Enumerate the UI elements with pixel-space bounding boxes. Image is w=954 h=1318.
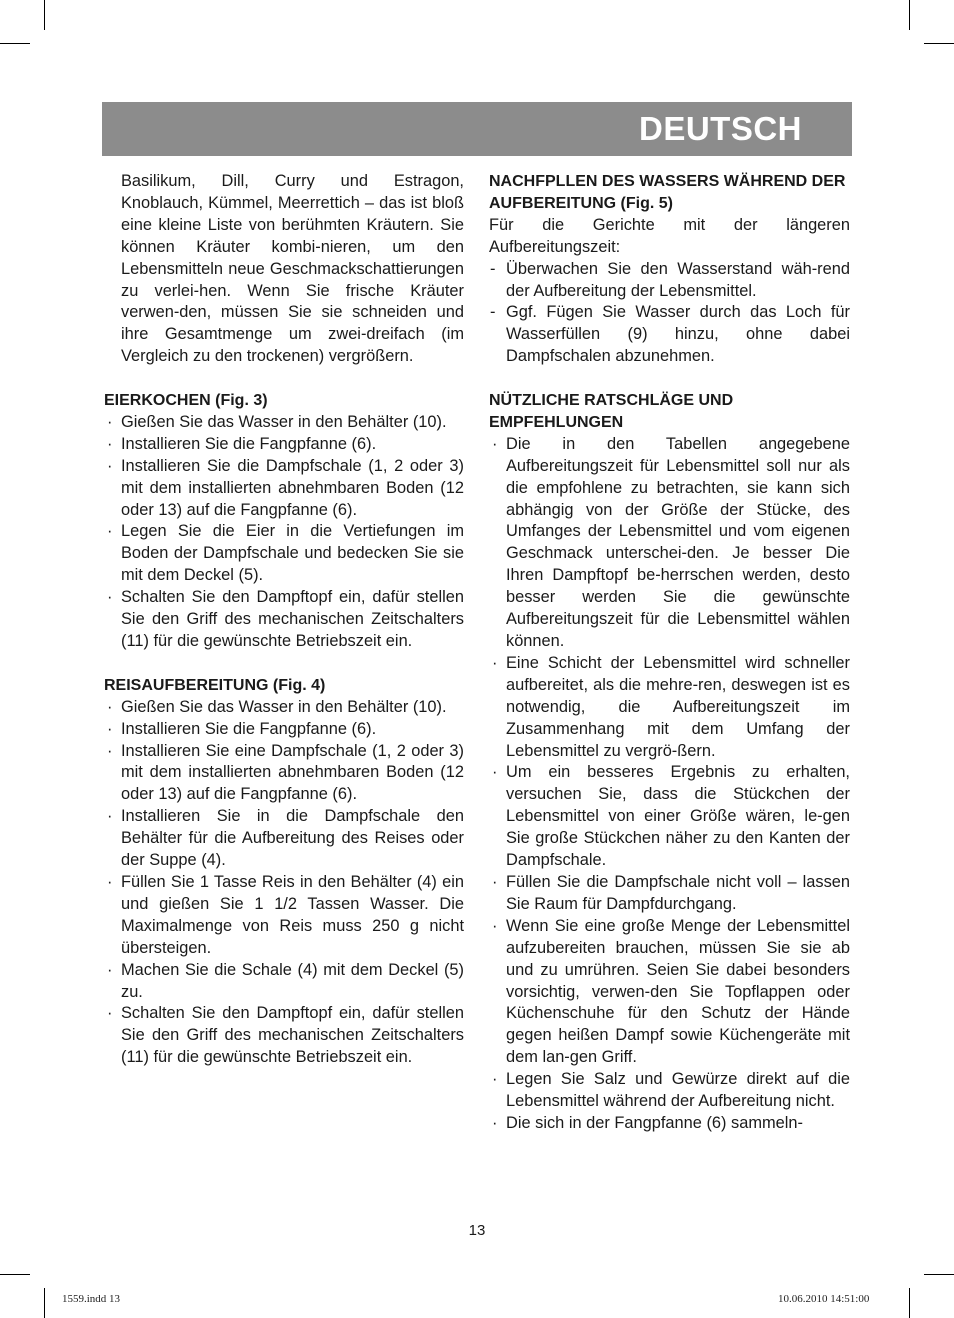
left-column bbox=[104, 171, 464, 1069]
right-column bbox=[489, 171, 850, 1135]
crop-mark bbox=[44, 0, 45, 30]
list-item: · Machen Sie die Schale (4) mit dem Deckel (5) zu. bbox=[107, 960, 464, 1001]
section-heading-refill: NACHFPLLEN DES WASSERS WÄHREND DER AUFBEREITUNG (Fig. 5) bbox=[489, 173, 846, 212]
tips-list bbox=[489, 434, 850, 1135]
refill-list bbox=[489, 259, 850, 369]
list-item: · Füllen Sie die Dampfschale nicht voll – lassen Sie Raum für Dampfdurchgang. bbox=[492, 872, 850, 913]
herbs-paragraph: Basilikum, Dill, Curry und Estragon, Knoblauch, Kümmel, Meerrettich – das ist bloß eine kleine Liste von berühmten Kräutern. Sie können Kräuter kombi-nieren, um den Lebensmitteln neue Geschmackschattierungen zu verlei-hen. Wenn Sie frische Kräuter verwen-den, müssen Sie sie schneiden und ihre Gesamtmenge um zwei-dreifach (im Vergleich zu den trockenen) vergrößern. bbox=[121, 172, 464, 366]
list-item: · Wenn Sie eine große Menge der Lebensmittel aufzubereiten brauchen, müssen Sie sie ab und zu umrühren. Seien Sie dabei besonders vorsichtig, verwen-den Sie Topflappen oder Küchenschuhe für den Schutz der Hände gegen heißen Dampf sowie Küchengeräte mit dem lan-gen Griff. bbox=[492, 916, 850, 1067]
list-item: · Installieren Sie die Fangpfanne (6). bbox=[107, 434, 377, 453]
list-item: · Installieren Sie eine Dampfschale (1, 2 oder 3) mit dem installierten abnehmbaren Boden (12 oder 13) auf die Fangpfanne (6). bbox=[107, 741, 464, 804]
crop-mark bbox=[909, 0, 910, 30]
page-number: 13 bbox=[468, 1222, 486, 1239]
page-title: DEUTSCH bbox=[638, 110, 802, 147]
list-item: · Legen Sie Salz und Gewürze direkt auf die Lebensmittel während der Aufbereitung nicht. bbox=[492, 1070, 850, 1111]
crop-mark bbox=[924, 43, 954, 44]
crop-mark bbox=[44, 1288, 45, 1318]
list-item: · Installieren Sie die Dampfschale (1, 2 oder 3) mit dem installierten abnehmbaren Boden (12 oder 13) auf die Fangpfanne (6). bbox=[107, 456, 464, 519]
list-item: - Überwachen Sie den Wasserstand wäh-rend der Aufbereitung der Lebensmittel. bbox=[490, 259, 850, 300]
rice-list bbox=[104, 697, 464, 1069]
language-banner bbox=[102, 102, 852, 156]
eggs-list bbox=[104, 412, 464, 653]
list-item: · Füllen Sie 1 Tasse Reis in den Behälter (4) ein und gießen Sie 1 1/2 Tassen Wasser. Die Maximalmenge von Reis muss 250 g nicht übersteigen. bbox=[107, 872, 464, 957]
crop-mark bbox=[924, 1274, 954, 1275]
list-item: · Gießen Sie das Wasser in den Behälter (10). bbox=[107, 412, 447, 431]
refill-intro: Für die Gerichte mit der längeren Aufbereitungszeit: bbox=[489, 215, 850, 256]
list-item: - Ggf. Fügen Sie Wasser durch das Loch für Wasserfüllen (9) hinzu, ohne dabei Dampfschalen abzunehmen. bbox=[490, 303, 850, 366]
crop-mark bbox=[0, 43, 30, 44]
section-heading-tips: NÜTZLICHE RATSCHLÄGE UND EMPFEHLUNGEN bbox=[489, 392, 734, 431]
crop-mark bbox=[0, 1274, 30, 1275]
list-item: · Schalten Sie den Dampftopf ein, dafür stellen Sie den Griff des mechanischen Zeitschalters (11) für die gewünschte Betriebszeit ein. bbox=[107, 1004, 464, 1067]
section-heading-rice: REISAUFBEREITUNG (Fig. 4) bbox=[104, 676, 326, 694]
list-item: · Gießen Sie das Wasser in den Behälter (10). bbox=[107, 697, 447, 716]
section-heading-eggs: EIERKOCHEN (Fig. 3) bbox=[104, 392, 268, 410]
print-slug-file: 1559.indd 13 bbox=[62, 1293, 121, 1305]
list-item: · Um ein besseres Ergebnis zu erhalten, versuchen Sie, dass die Stückchen der Lebensmittel von einer Größe wären, le-gen Sie große Stückchen näher zu den Kanten der Dampfschale. bbox=[492, 763, 850, 870]
list-item: · Installieren Sie die Fangpfanne (6). bbox=[107, 719, 377, 738]
print-slug-date: 10.06.2010 14:51:00 bbox=[778, 1293, 870, 1305]
crop-mark bbox=[909, 1288, 910, 1318]
list-item: · Die sich in der Fangpfanne (6) sammeln- bbox=[492, 1113, 803, 1132]
list-item: · Legen Sie die Eier in die Vertiefungen im Boden der Dampfschale und bedecken Sie sie mit dem Deckel (5). bbox=[107, 522, 464, 585]
list-item: · Installieren Sie in die Dampfschale den Behälter für die Aufbereitung des Reises oder der Suppe (4). bbox=[107, 807, 464, 870]
list-item: · Eine Schicht der Lebensmittel wird schneller aufbereitet, als die mehre-ren, deswegen ist es notwendig, die Aufbereitungszeit im Zusammenhang mit dem Umfang der Lebensmittel zu vergrö-ßern. bbox=[492, 653, 850, 760]
list-item: · Die in den Tabellen angegebene Aufbereitungszeit für Lebensmittel soll nur als die empfohlene zu betrachten, sie kann sich abhängig von der Größe der Stücke, des Umfanges der Lebensmittel und vom eigenen Geschmack unterschei-den. Je besser Die Ihren Dampftopf be-herrschen werden, desto besser werden Sie die gewünschte Aufbereitungszeit für die Lebensmittel wählen können. bbox=[492, 434, 850, 651]
list-item: · Schalten Sie den Dampftopf ein, dafür stellen Sie den Griff des mechanischen Zeitschalters (11) für die gewünschte Betriebszeit ein. bbox=[107, 588, 464, 651]
